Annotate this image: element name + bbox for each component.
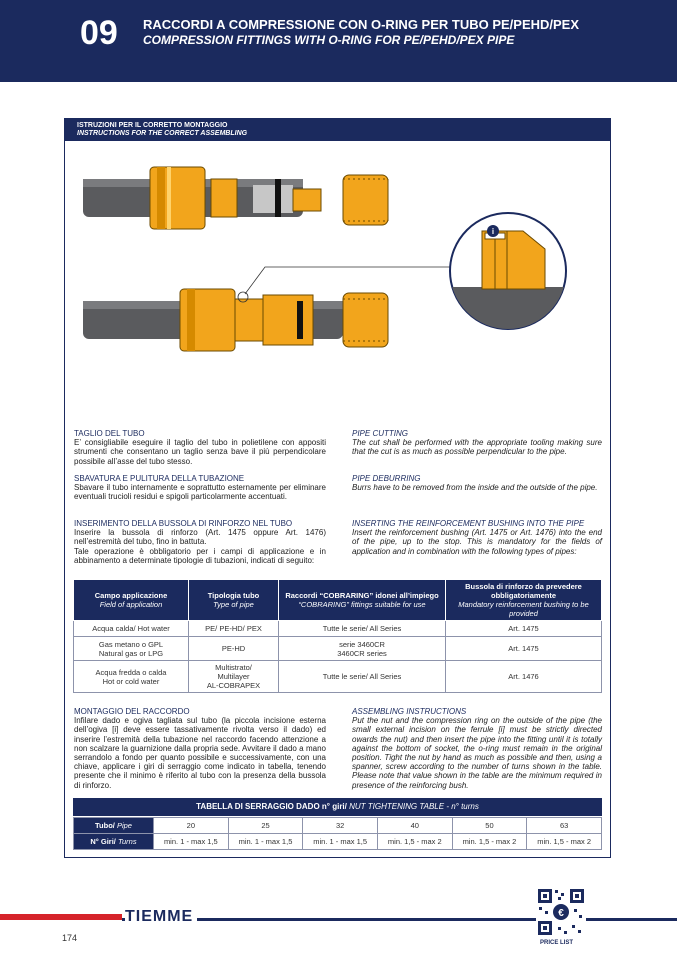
bushing-insertion-it: INSERIMENTO DELLA BUSSOLA DI RINFORZO NEL TUBO Inserire la bussola di rinforzo (Art. 1475 oppure Art. 1476) nell’estremità del tubo, fino in battuta. Tale operazione è obbligatorio per i campi di applicazione e in abbinamento a determinate tipologie di tubazioni, indicati di seguito: bbox=[74, 519, 326, 565]
tightening-table-title: TABELLA DI SERRAGGIO DADO n° giri/ NUT TIGHTENING TABLE - n° turns bbox=[73, 798, 602, 816]
turns-row: N° Giri/ Turns min. 1 - max 1,5 min. 1 - max 1,5 min. 1 - max 1,5 min. 1,5 - max 2 min. 1,5 - max 2 min. 1,5 - max 2 bbox=[74, 834, 602, 850]
body-bottom bbox=[343, 293, 388, 347]
bushing-top bbox=[253, 185, 293, 213]
ferrule-bottom bbox=[235, 299, 263, 341]
euro-symbol: € bbox=[558, 908, 564, 919]
body-top bbox=[343, 175, 388, 225]
section-title-bar bbox=[65, 119, 610, 141]
insert-tip-top bbox=[293, 189, 321, 211]
detail-zoom bbox=[445, 213, 575, 337]
deburring-en: PIPE DEBURRING Burrs have to be removed from the inside and the outside of the pipe. bbox=[352, 474, 598, 493]
page-header bbox=[0, 0, 677, 82]
ferrule-top bbox=[211, 179, 237, 217]
pipe-cutting-en: PIPE CUTTING The cut shall be performed with the appropriate tooling making sure that the cut is as much as possible perpendicular to the pipe. bbox=[352, 429, 602, 457]
table-row: Gas metano o GPL Natural gas or LPG PE-HD serie 3460CR 3460CR series Art. 1475 bbox=[74, 637, 602, 661]
page-number: 174 bbox=[62, 933, 78, 943]
tightening-table bbox=[73, 817, 602, 850]
bushing-insertion-en: INSERTING THE REINFORCEMENT BUSHING INTO THE PIPE Insert the reinforcement bushing (Art. 1475 or Art. 1476) into the end of the pipe, up to the stop. This is mandatory for the fields of application and in combination with the following types of pipes: bbox=[352, 519, 602, 556]
qr-code-icon[interactable] bbox=[536, 887, 586, 937]
price-list-label: PRICE LIST bbox=[540, 940, 574, 946]
footer-red-stripe bbox=[0, 914, 122, 920]
assembly-en: ASSEMBLING INSTRUCTIONS Put the nut and the compression ring on the outside of the pipe (the small external incision on the ferrule [i] must be strictly directed owards the nut) and then insert the pipe into the fitting until it is totally against the bottom of socket, the o-ring must remain in the original position. Tight the nut by hand as much as possible and then, using a spanner, screw according to the number of turns shown in the table. Please note that value shown in the table are the minimum required in presence of the reinforcing bush. bbox=[352, 707, 602, 790]
chapter-number: 09 bbox=[80, 14, 118, 52]
pipe-cutting-it: TAGLIO DEL TUBO E’ consigliabile eseguire il taglio del tubo in polietilene con appositi strumenti che consentano un taglio senza bave il più perpendicolare possibile all’asse del tubo stesso. bbox=[74, 429, 326, 466]
callout-line bbox=[245, 267, 475, 294]
col-bushing: Bussola di rinforzo da prevedere obbligatoriamente Mandatory reinforcement bushing to be provided bbox=[446, 580, 602, 621]
deburring-it: SBAVATURA E PULITURA DELLA TUBAZIONE Sbavare il tubo internamente e soprattutto esternamente per eliminare eventuali trucioli residui e spigoli particolarmente accentuati. bbox=[74, 474, 326, 502]
table-row: Acqua fredda o calda Hot or cold water Multistrato/ Multilayer AL-COBRAPEX Tutte le serie/ All Series Art. 1476 bbox=[74, 661, 602, 693]
section-title-en: INSTRUCTIONS FOR THE CORRECT ASSEMBLING bbox=[77, 130, 248, 137]
assembly-illustration bbox=[75, 149, 605, 429]
oring-top bbox=[275, 179, 281, 217]
page-title-it: RACCORDI A COMPRESSIONE CON O-RING PER TUBO PE/PEHD/PEX bbox=[143, 17, 580, 32]
pipe-size-row: Tubo/ Pipe 20 25 32 40 50 63 bbox=[74, 818, 602, 834]
section-title-it: ISTRUZIONI PER IL CORRETTO MONTAGGIO bbox=[77, 122, 228, 129]
col-fittings: Raccordi “COBRARING” idonei all’impiego “COBRARING” fittings suitable for use bbox=[279, 580, 446, 621]
table-row: Acqua calda/ Hot water PE/ PE-HD/ PEX Tutte le serie/ All Series Art. 1475 bbox=[74, 621, 602, 637]
assembly-it: MONTAGGIO DEL RACCORDO Infilare dado e ogiva tagliata sul tubo (la piccola incisione esterna dell’ogiva [i] deve essere tassativamente rivolta verso il dado) ed inserire l’estremità della tubazione nel raccordo facendo attenzione a non scalzare la guarnizione dalla propria sede. Avvitare il dado a mano serrandolo a fondo per quanto possibile e successivamente, con una chiave, applicare i giri di serraggio come indicato in tabella, tenendo presente che il minimo è riferito al tubo con la presenza della bussola di rinforzo. bbox=[74, 707, 326, 790]
socket-bottom bbox=[263, 295, 313, 345]
marker-i-label: i bbox=[491, 227, 495, 236]
brand-logo: TIEMME bbox=[125, 908, 197, 926]
application-table bbox=[73, 579, 602, 693]
col-field: Campo applicazione Field of application bbox=[74, 580, 189, 621]
col-pipe: Tipologia tubo Type of pipe bbox=[189, 580, 279, 621]
footer-blue-stripe bbox=[122, 918, 677, 921]
page-title-en: COMPRESSION FITTINGS WITH O-RING FOR PE/PEHD/PEX PIPE bbox=[143, 33, 515, 47]
